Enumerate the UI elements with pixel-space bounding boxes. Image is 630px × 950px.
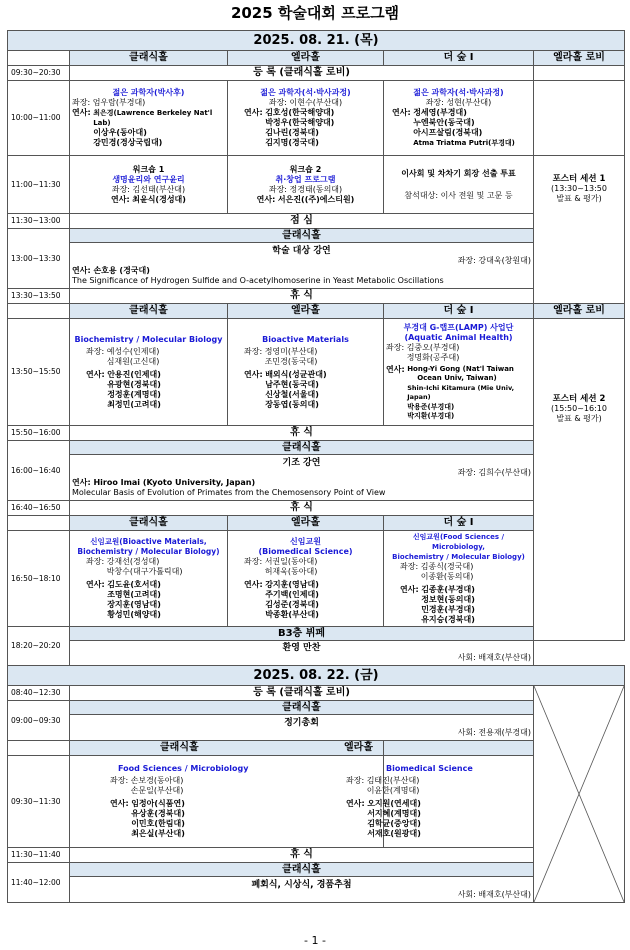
plenary-hall: 클래식홀 <box>70 701 534 715</box>
speaker: 김성준(경북대) <box>265 600 319 609</box>
speaker: 조명현(고려대) <box>107 590 161 599</box>
time-cell: 08:40~12:30 <box>8 686 70 701</box>
award-lecture <box>70 243 534 289</box>
speaker-label: 연사: <box>392 108 411 117</box>
time-cell: 16:40~16:50 <box>8 501 70 516</box>
session-title: Bioactive Materials <box>262 334 349 344</box>
speaker-label: 연사: <box>400 585 419 594</box>
speaker: 김도윤(호서대) <box>107 580 161 589</box>
chair-label: 좌장: <box>86 557 105 566</box>
speaker-label: 연사: <box>86 580 105 589</box>
session-biochem <box>70 319 228 426</box>
time-cell: 10:00~11:00 <box>8 81 70 156</box>
session-title: Biochemistry / Molecular Biology <box>74 334 223 344</box>
time-cell: 11:40~12:00 <box>8 863 70 903</box>
time-cell: 16:50~18:10 <box>8 531 70 627</box>
time-cell: 11:30~13:00 <box>8 214 70 229</box>
talk-title: Molecular Basis of Evolution of Primates from the Chemosensory Point of View <box>72 487 386 497</box>
time-cell: 13:00~13:30 <box>8 229 70 289</box>
speaker: 강민경(경상국립대) <box>93 138 163 147</box>
time-cell: 09:30~11:30 <box>8 756 70 848</box>
hall-classic: 클래식홀 <box>70 741 384 756</box>
chair: 김중오(부경대) <box>406 342 460 352</box>
chair: 손문일(부산대) <box>130 786 184 795</box>
poster-title: 포스터 세션 1 <box>552 174 606 184</box>
speaker: 서은진((주)에스티원) <box>277 194 355 204</box>
session-title: Food Sciences / Microbiology <box>118 764 249 773</box>
speaker: 최윤식(경성대) <box>132 194 186 204</box>
plenary-hall: 클래식홀 <box>70 229 534 243</box>
poster-title: 포스터 세션 2 <box>552 394 606 404</box>
session-workshop-2 <box>228 156 384 214</box>
host: 사회: 전용재(부경대) <box>457 727 531 737</box>
chair-label: 좌장: <box>86 346 105 356</box>
registration: 등 록 (클래식홀 로비) <box>70 66 534 81</box>
time-cell: 13:30~13:50 <box>8 289 70 304</box>
chair: 예성수(인제대) <box>106 346 160 356</box>
hall-classic: 클래식홀 <box>70 304 228 319</box>
speaker: 장동엽(동의대) <box>265 399 319 409</box>
chair: 정영미(부산대) <box>264 346 318 356</box>
speaker: 김나린(경북대) <box>265 128 319 137</box>
chair: 강재선(경성대) <box>106 557 160 566</box>
session-young-grad-2 <box>384 81 534 156</box>
hall-classic: 클래식홀 <box>70 516 228 531</box>
time-cell: 15:50~16:00 <box>8 426 70 441</box>
speaker-label: 연사: <box>244 369 263 379</box>
session-title: 워크숍 1 <box>132 164 165 174</box>
hall-ella <box>344 741 534 756</box>
chair: 심재원(고신대) <box>106 356 160 366</box>
poster-session-2 <box>534 319 625 641</box>
speaker-label: 연사: <box>244 580 263 589</box>
speaker: 최은실(부산대) <box>131 829 185 838</box>
break: 휴 식 <box>70 289 534 304</box>
day2-date: 2025. 08. 22. (금) <box>8 666 625 686</box>
speaker: 박지환(부경대) <box>407 412 455 420</box>
speaker-label: 연사: <box>256 194 276 204</box>
speaker: 최은경(Lawrence Berkeley Nat'l Lab) <box>93 109 213 127</box>
registration: 등 록 (클래식홀 로비) <box>70 686 534 701</box>
buffet-hall: B3층 뷔페 <box>70 627 534 641</box>
closing-ceremony <box>70 877 534 903</box>
chair: 좌장: 엄우람(부경대) <box>72 98 146 107</box>
session-title: 신임교원(Bioactive Materials, <box>90 537 207 546</box>
speaker: 유광현(경북대) <box>107 379 161 389</box>
speaker: 누엔북안(동국대) <box>413 118 475 127</box>
speaker: 장지훈(영남대) <box>107 600 161 609</box>
speaker-label: 연사: <box>110 799 129 808</box>
speaker: 오지원(연세대) <box>367 799 421 808</box>
session-title: 부경대 G-랩프(LAMP) 사업단 <box>403 322 514 332</box>
speaker: 강지훈(영남대) <box>265 580 319 589</box>
chair: 손보경(동아대) <box>130 776 184 785</box>
hall-classic: 클래식홀 <box>70 51 228 66</box>
session-new-faculty-2 <box>228 531 384 627</box>
hall-ella: 엘라홀 <box>228 516 384 531</box>
time-cell: 16:00~16:40 <box>8 441 70 501</box>
speaker: Atma Triatma Putri(부경대) <box>413 139 515 147</box>
speaker: 배외식(성균관대) <box>265 369 327 379</box>
poster-time: (15:50~16:10 <box>551 404 607 413</box>
chair: 좌장: 성현(부산대) <box>425 98 492 107</box>
speaker: 최정민(고려대) <box>107 399 161 409</box>
lecture-title: 기조 강연 <box>282 457 321 468</box>
host: 사회: 배재호(부산대) <box>457 653 531 662</box>
speaker: 유지승(경북대) <box>421 615 475 624</box>
chair: 이윤한(계명대) <box>366 786 420 795</box>
speaker: 서지혜(계명대) <box>367 809 421 818</box>
meeting-note: 참석대상: 이사 전원 및 고문 등 <box>404 190 513 200</box>
session-title: 젊은 과학자(박사후) <box>112 88 185 97</box>
chair: 좌장: 강대욱(창원대) <box>457 255 531 265</box>
session-title: 젊은 과학자(석·박사과정) <box>413 88 504 97</box>
chair: 허재욱(동아대) <box>264 567 318 576</box>
hall-ella-lobby: 엘라홀 로비 <box>534 51 625 66</box>
speaker: 임정아(식품연) <box>131 799 185 808</box>
lunch: 점 심 <box>70 214 534 229</box>
speaker: Shin-Ichi Kitamura (Mie Univ, Japan) <box>407 383 515 401</box>
speaker-affiliation: Ocean Univ, Taiwan) <box>417 374 497 382</box>
speaker: 김종훈(부경대) <box>421 585 475 594</box>
session-biomedical <box>346 756 534 848</box>
plenary-hall: 클래식홀 <box>70 441 534 455</box>
host: 사회: 배재호(부산대) <box>457 889 531 899</box>
hall-ella: 엘라홀 <box>228 304 384 319</box>
speaker: 정정훈(계명대) <box>107 389 161 399</box>
hall-deosup: 더 숲 Ⅰ <box>384 516 534 531</box>
speaker: 박용준(부경대) <box>407 402 455 411</box>
speaker-label: 연사: <box>346 799 365 808</box>
chair-label: 좌장: <box>244 346 263 356</box>
chair: 좌장: 이현수(부산대) <box>268 98 343 107</box>
page-title: 2025 학술대회 프로그램 <box>230 4 400 22</box>
session-young-postdoc <box>70 81 228 156</box>
session-title: 신임교원 <box>290 537 321 546</box>
poster-session-1 <box>534 156 625 304</box>
chair: 김종식(경국대) <box>420 562 474 571</box>
chair: 조민경(동국대) <box>264 356 318 366</box>
session-title: 워크숍 2 <box>289 164 322 174</box>
speaker-label: 연사: <box>244 108 263 117</box>
lecture-title: 학술 대상 강연 <box>272 245 331 256</box>
keynote-lecture <box>70 455 534 501</box>
speaker: 주기백(인제대) <box>265 590 319 599</box>
talk-title: The Significance of Hydrogen Sulfide and O-acetylhomoserine in Yeast Metabolic Oscillations <box>72 275 444 285</box>
break: 휴 식 <box>70 848 534 863</box>
speaker: 박종환(부산대) <box>265 610 319 619</box>
chair-label: 좌장: <box>346 776 365 785</box>
session-food-science <box>70 756 384 848</box>
program-table <box>7 30 625 903</box>
hall-ella-lobby: 엘라홀 로비 <box>534 304 625 319</box>
empty-cross-cell <box>534 686 625 903</box>
session-subtitle: (Aquatic Animal Health) <box>404 332 513 342</box>
speaker: 신상철(서울대) <box>265 389 319 399</box>
session-new-faculty-3 <box>384 531 534 627</box>
chair: 서권일(동아대) <box>264 557 318 566</box>
speaker: Hong-Yi Gong (Nat'l Taiwan <box>407 364 514 373</box>
hall-deosup: 더 숲 Ⅰ <box>384 51 534 66</box>
speaker-label: 연사: <box>86 369 105 379</box>
chair-label: 좌장: <box>110 776 129 785</box>
session-subtitle: 생명윤리와 연구윤리 <box>112 174 185 184</box>
chair: 김태진(부산대) <box>366 776 420 785</box>
speaker: 안용진(인제대) <box>107 369 161 379</box>
time-cell: 11:30~11:40 <box>8 848 70 863</box>
speaker: 이민호(한림대) <box>131 819 185 828</box>
general-meeting <box>70 715 534 741</box>
session-title: 젊은 과학자(석·박사과정) <box>260 88 351 97</box>
speaker-label: 연사: <box>72 108 91 117</box>
time-cell: 09:00~09:30 <box>8 701 70 741</box>
meeting-title: 정기총회 <box>284 717 319 728</box>
poster-time: (13:30~13:50 <box>551 184 607 193</box>
chair: 이종환(동의대) <box>420 572 474 581</box>
session-title: 신임교원(Food Sciences / Microbiology, <box>412 533 505 551</box>
session-bioactive <box>228 319 384 426</box>
session-title: Biomedical Science <box>386 764 473 773</box>
page-number: - 1 - <box>304 934 326 947</box>
hall-deosup: 더 숲 Ⅰ <box>384 304 534 319</box>
chair: 좌장: 김희수(부산대) <box>457 467 531 477</box>
chair: 좌장: 김선태(부산대) <box>111 184 186 194</box>
plenary-hall: 클래식홀 <box>70 863 534 877</box>
chair: 정명화(공주대) <box>406 352 460 362</box>
meeting-title: 이사회 및 차차기 회장 선출 투표 <box>401 168 516 178</box>
hall-ella-label: 엘라홀 <box>344 742 373 753</box>
speaker: 남주현(동국대) <box>265 379 319 389</box>
dinner-title: 환영 만찬 <box>282 643 321 653</box>
speaker: 유상훈(경북대) <box>131 809 185 818</box>
speaker-label: 연사: <box>386 364 405 374</box>
session-subtitle: Biochemistry / Molecular Biology) <box>77 547 220 556</box>
poster-note: 발표 & 평가) <box>556 194 602 203</box>
break: 휴 식 <box>70 426 534 441</box>
session-lamp <box>384 319 534 426</box>
speaker: 황성민(해양대) <box>107 610 161 619</box>
session-workshop-1 <box>70 156 228 214</box>
chair-label: 좌장: <box>386 342 405 352</box>
session-young-grad-1 <box>228 81 384 156</box>
speaker: 김학균(중앙대) <box>367 819 421 828</box>
poster-note: 발표 & 평가) <box>556 414 602 423</box>
board-meeting <box>384 156 534 214</box>
session-new-faculty-1 <box>70 531 228 627</box>
speaker: 김호성(한국해양대) <box>265 108 335 117</box>
speaker: 김지명(경국대) <box>265 138 319 147</box>
speaker: 이상우(동아대) <box>93 128 147 137</box>
chair-label: 좌장: <box>244 557 263 566</box>
time-cell: 11:00~11:30 <box>8 156 70 214</box>
time-cell: 13:50~15:50 <box>8 319 70 426</box>
cross-lines <box>534 686 624 902</box>
session-subtitle: Biochemistry / Molecular Biology) <box>392 553 525 561</box>
speaker: 정세영(부경대) <box>413 108 467 117</box>
speaker: 민경훈(부경대) <box>421 605 475 614</box>
time-cell: 18:20~20:20 <box>8 627 70 666</box>
speaker: 연사: 손호용 (경국대) <box>72 265 150 275</box>
break: 휴 식 <box>70 501 534 516</box>
chair-label: 좌장: <box>400 562 419 571</box>
speaker: 연사: Hiroo Imai (Kyoto University, Japan) <box>72 477 256 487</box>
time-cell: 09:30~20:30 <box>8 66 70 81</box>
chair: 좌장: 정경태(동의대) <box>268 184 343 194</box>
session-subtitle: (Biomedical Science) <box>258 547 353 556</box>
speaker: 서재호(원광대) <box>367 829 421 838</box>
speaker: 박정우(한국해양대) <box>265 118 335 127</box>
speaker: 아시프살림(경북대) <box>413 128 483 137</box>
day1-date: 2025. 08. 21. (목) <box>8 31 625 51</box>
speaker: 정보현(동의대) <box>421 595 475 604</box>
session-subtitle: 취·창업 프로그램 <box>275 174 336 184</box>
ceremony-title: 폐회식, 시상식, 경품추첨 <box>251 879 352 890</box>
welcome-dinner <box>70 641 534 666</box>
chair: 박창수(대구가톨릭대) <box>106 567 183 576</box>
hall-ella: 엘라홀 <box>228 51 384 66</box>
speaker-label: 연사: <box>111 194 130 204</box>
